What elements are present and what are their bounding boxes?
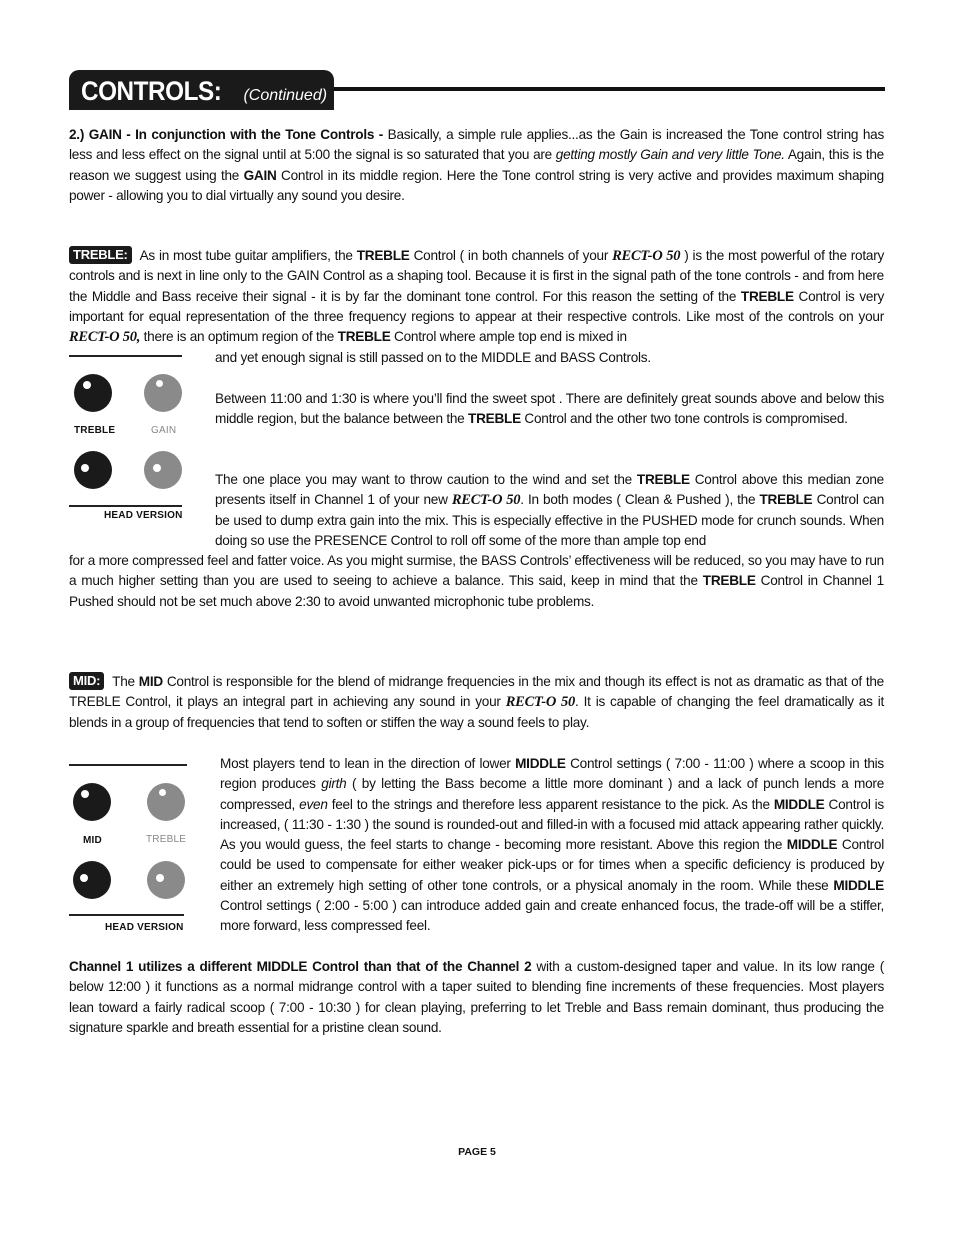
mid-knob-icon <box>73 783 111 821</box>
treble-p3d: . In both modes ( Clean & Pushed ), the <box>520 492 760 508</box>
treble-p3e: TREBLE <box>759 492 813 508</box>
treble-paragraph-3 <box>215 470 884 551</box>
mid-p1d: . It is capable of changing the feel dramatically as it blends in a group of frequencies that tend to soften or stiffen the way a sound feels to play. <box>69 694 885 730</box>
mid-p2i: Control is increased, ( 11:30 - 1:30 ) the sound is rounded-out and filled-in with a focused mid attack appearing rather quickly. As you would guess, the feel starts to change - becoming more resistant. Above this region the <box>220 796 884 853</box>
mid-p2k: Control could be used to compensate for either weaker pick-ups or for times when a specific deficiency is produced by either an extremely high setting of other tone controls, or a physical anomaly in the room. While these <box>220 837 885 893</box>
treble-paragraph-1-end: and yet enough signal is still passed on to the MIDDLE and BASS Controls. <box>215 350 651 365</box>
figure-rule-top <box>69 764 187 766</box>
treble-knob-icon <box>74 374 112 412</box>
mid-p2c: Control settings ( 7:00 - 11:00 ) where a scoop in this region produces <box>220 756 884 792</box>
knob-icon-2 <box>144 451 182 489</box>
treble-p2c: Control and the other two tone controls is compromised. <box>520 411 848 427</box>
figure-rule-bottom <box>69 914 184 916</box>
gain-knob-icon <box>144 374 182 412</box>
treble-knob-icon <box>147 783 185 821</box>
treble-p4b: TREBLE <box>702 573 756 589</box>
treble-p2b: TREBLE <box>468 411 521 427</box>
mid-p1b: MID <box>138 674 163 689</box>
page-number: PAGE 5 <box>458 1146 496 1158</box>
treble-paragraph-1 <box>69 246 884 347</box>
treble-paragraph-2 <box>215 389 884 430</box>
gain-knob-caption: GAIN <box>151 425 177 436</box>
knob-icon-2 <box>147 861 185 899</box>
treble-paragraph-4 <box>69 551 884 612</box>
mid-p2f: even <box>299 796 328 812</box>
section-title: CONTROLS: <box>81 76 222 106</box>
gain-bold: GAIN <box>243 167 277 183</box>
header-rule <box>334 87 885 91</box>
treble-label: TREBLE: <box>69 246 132 264</box>
gain-paragraph <box>69 125 884 206</box>
treble-p4c: Control in Channel 1 Pushed should not be set much above 2:30 to avoid unwanted microphonic tube problems. <box>69 573 884 609</box>
treble-p3f: Control can be used to dump extra gain into the mix. This is especially effective in the PUSHED mode for crunch sounds. When doing so use the PRESENCE Control to roll off some of the more than ample top end <box>215 492 884 548</box>
treble-p3a: The one place you may want to throw caution to the wind and set the <box>215 472 637 487</box>
treble-p1a: As in most tube guitar amplifiers, the <box>139 248 357 263</box>
mid-p3b: with a custom-designed taper and value. In its low range ( below 12:00 ) it functions as a normal midrange control with a taper suited to blending fine increments of these frequencies. Most players lean toward a fairly radical scoop ( 7:00 - 10:30 ) for clean playing, preferring to let Treble and Bass remain dominant, thus producing the signature sparkle and breath essential for a pristine clean sound. <box>69 959 884 1035</box>
brand-name: RECT-O 50 <box>612 248 681 264</box>
gain-lead: 2.) GAIN - In conjunction with the Tone Controls - <box>69 127 388 142</box>
mid-p2b: MIDDLE <box>515 756 566 771</box>
treble-p1d: ) is the most powerful of the rotary controls and is next in line only to the GAIN Control as a shaping tool. Because it is first in the signal path of the tone controls - and from here the Middle and Bass receive their signal - it is by far the dominant tone control. For this reason the setting of the <box>69 248 885 304</box>
mid-knob-icon-2 <box>73 861 111 899</box>
treble-p2a: Between 11:00 and 1:30 is where you’ll find the sweet spot . There are definitely great sounds above and below this middle region, but the balance between the <box>215 391 884 427</box>
section-subtitle: (Continued) <box>243 87 328 104</box>
mid-p3a: Channel 1 utilizes a different MIDDLE Control than that of the Channel 2 <box>69 959 532 974</box>
treble-p1f: Control is very important for equal representation of the three frequency regions to appear at their respective controls. Like most of the controls on your <box>69 288 885 324</box>
mid-paragraph-2 <box>220 754 884 937</box>
treble-p1i: Control where ample top end is mixed in <box>390 329 627 345</box>
section-header-tab <box>69 70 334 110</box>
brand-name: RECT-O 50 <box>451 492 521 509</box>
treble-p1c: Control ( in both channels of your <box>409 248 613 263</box>
brand-name: RECT-O 50, <box>69 329 141 346</box>
gain-italic: getting mostly Gain and very little Tone. <box>555 147 785 163</box>
mid-p1a: The <box>112 674 139 689</box>
mid-knob-caption: MID <box>83 835 102 846</box>
treble-p3c: Control above this median zone presents itself in Channel 1 of your new <box>215 472 884 508</box>
mid-p2a: Most players tend to lean in the direction of lower <box>220 756 516 771</box>
mid-p2l: MIDDLE <box>833 877 884 893</box>
brand-name: RECT-O 50 <box>505 694 576 711</box>
gain-text-1: Basically, a simple rule applies...as the Gain is increased the Tone control string has less and less effect on the signal until at 5:00 the signal is so saturated that you are <box>69 127 884 163</box>
mid-paragraph-1 <box>69 672 884 733</box>
mid-p2g: feel to the strings and therefore less apparent resistance to the pick. As the <box>327 796 774 812</box>
treble-knob-caption: TREBLE <box>146 834 187 845</box>
treble-knob-caption: TREBLE <box>74 425 116 436</box>
figure-rule-bottom <box>69 505 182 507</box>
figure-rule-top <box>69 355 182 357</box>
mid-paragraph-3 <box>69 957 884 1038</box>
head-version-caption: HEAD VERSION <box>104 510 183 521</box>
treble-p3b: TREBLE <box>636 472 690 487</box>
mid-p2e: ( by letting the Bass become a little more dominant ) and a lack of punch lends a more compressed, <box>220 776 885 812</box>
gain-text-3: Control in its middle region. Here the Tone control string is very active and provides maximum shaping power - allowing you to dial virtually any sound you desire. <box>69 167 884 203</box>
treble-p1e: TREBLE <box>740 288 794 304</box>
treble-p1g: there is an optimum region of the <box>140 329 338 345</box>
treble-p4a: for a more compressed feel and fatter voice. As you might surmise, the BASS Controls’ effectiveness will be reduced, so you may have to run a much higher setting than you are used to seeing to achieve a balance. This said, keep in mind that the <box>69 553 884 589</box>
mid-p2j: MIDDLE <box>786 837 838 853</box>
treble-knob-icon-2 <box>74 451 112 489</box>
gain-text-2: Again, this is the reason we suggest using the <box>69 147 884 183</box>
head-version-caption: HEAD VERSION <box>105 922 184 933</box>
mid-p2h: MIDDLE <box>773 796 825 812</box>
mid-p1c: Control is responsible for the blend of midrange frequencies in the mix and though its effect is not as dramatic as that of the TREBLE Control, it plays an integral part in achieving any sound in your <box>69 674 884 710</box>
mid-label: MID: <box>69 672 104 690</box>
treble-p1h: TREBLE <box>337 329 391 345</box>
treble-p1b: TREBLE <box>356 248 410 263</box>
mid-p2d: girth <box>321 776 347 792</box>
mid-p2m: Control settings ( 2:00 - 5:00 ) can introduce added gain and create enhanced focus, the trade-off will be a stiffer, more forward, less compressed feel. <box>220 898 884 934</box>
